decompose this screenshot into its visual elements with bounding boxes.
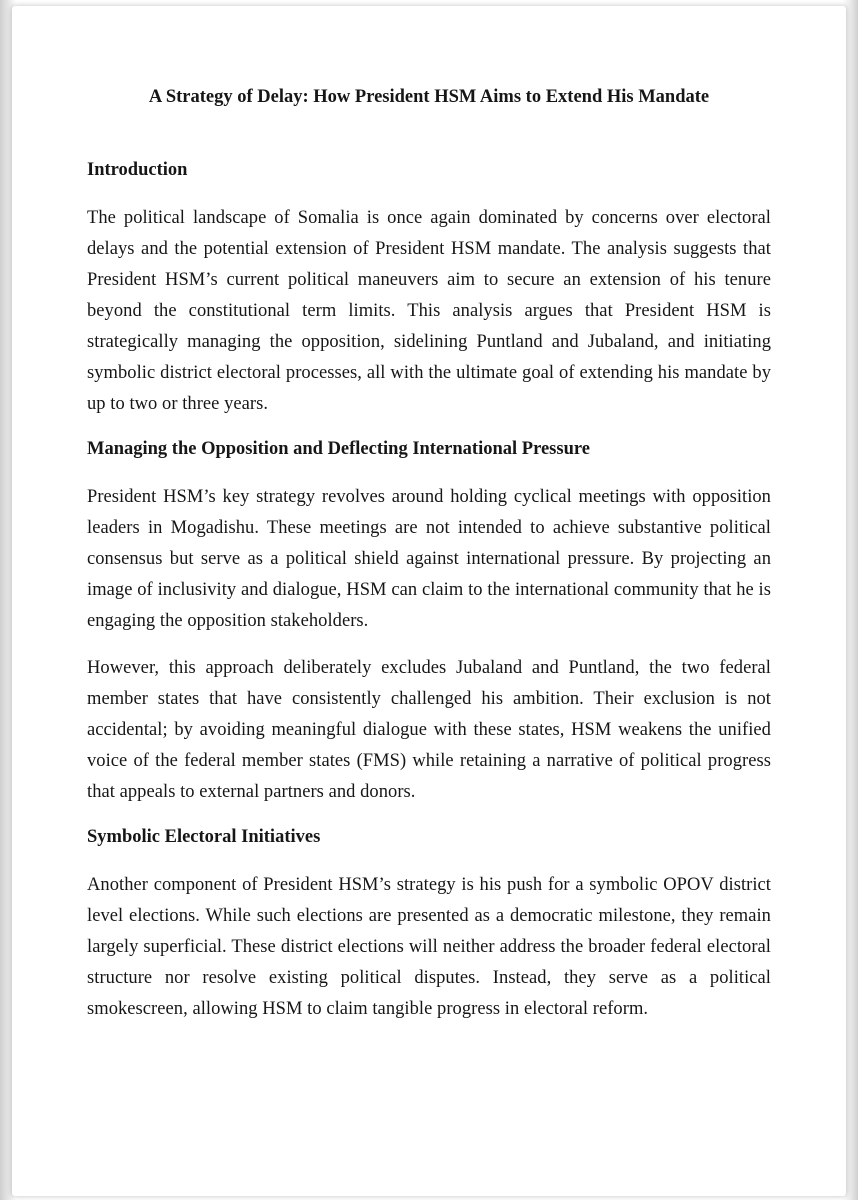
paragraph: The political landscape of Somalia is once again dominated by concerns over electoral delays and the potential extension of President HSM mandate. The analysis suggests that President HSM’s current political maneuvers aim to secure an extension of his tenure beyond the constitutional term limits. This analysis argues that President HSM is strategically managing the opposition, sidelining Puntland and Jubaland, and initiating symbolic district electoral processes, all with the ultimate goal of extending his mandate by up to two or three years.	[87, 208, 771, 414]
section-symbolic-electoral-initiatives	[87, 824, 771, 1025]
paragraph: Another component of President HSM’s strategy is his push for a symbolic OPOV district level elections. While such elections are presented as a democratic milestone, they remain largely superficial. These district elections will neither address the broader federal electoral structure nor resolve existing political disputes. Instead, they serve as a political smokescreen, allowing HSM to claim tangible progress in electoral reform.	[87, 875, 771, 1019]
document-title: A Strategy of Delay: How President HSM Aims to Extend His Mandate	[148, 87, 710, 107]
section-heading: Introduction	[87, 160, 188, 180]
paragraph: President HSM’s key strategy revolves around holding cyclical meetings with opposition leaders in Mogadishu. These meetings are not intended to achieve substantive political consensus but serve as a political shield against international pressure. By projecting an image of inclusivity and dialogue, HSM can claim to the international community that he is engaging the opposition stakeholders.	[87, 487, 771, 631]
section-heading: Managing the Opposition and Deflecting International Pressure	[87, 439, 590, 459]
section-managing-opposition	[87, 436, 771, 808]
section-heading: Symbolic Electoral Initiatives	[87, 827, 321, 847]
document-content	[87, 84, 771, 1041]
paragraph: However, this approach deliberately excludes Jubaland and Puntland, the two federal member states that have consistently challenged his ambition. Their exclusion is not accidental; by avoiding meaningful dialogue with these states, HSM weakens the unified voice of the federal member states (FMS) while retaining a narrative of political progress that appeals to external partners and donors.	[87, 658, 771, 802]
section-introduction	[87, 157, 771, 420]
document-page	[12, 6, 846, 1196]
